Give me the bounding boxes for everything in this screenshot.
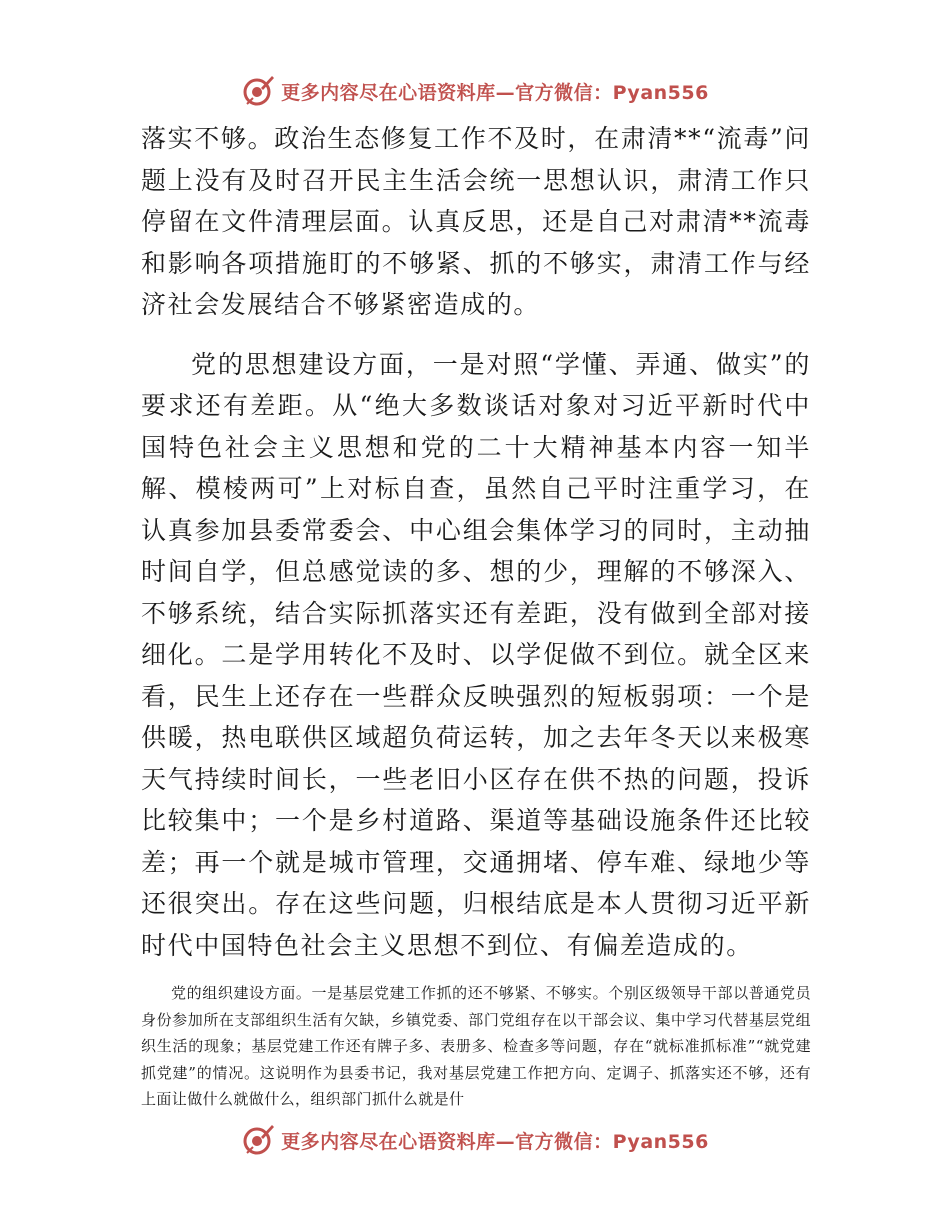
document-body bbox=[141, 118, 811, 1113]
paragraph-continuation: 落实不够。政治生态修复工作不及时，在肃清**“流毒”问题上没有及时召开民主生活会统一思想认识，肃清工作只停留在文件清理层面。认真反思，还是自己对肃清**流毒和影响各项措施盯的不够紧、抓的不够实，肃清工作与经济社会发展结合不够紧密造成的。 bbox=[141, 124, 811, 319]
watermark-banner-top bbox=[0, 71, 950, 111]
watermark-text: 更多内容尽在心语资料库—官方微信：Pyan556 bbox=[281, 81, 709, 104]
watermark-banner-bottom bbox=[0, 1120, 950, 1160]
paragraph-ideological-building: 党的思想建设方面，一是对照“学懂、弄通、做实”的要求还有差距。从“绝大多数谈话对象对习近平新时代中国特色社会主义思想和党的二十大精神基本内容一知半解、模棱两可”上对标自查，虽然自己平时注重学习，在认真参加县委常委会、中心组会集体学习的同时，主动抽时间自学，但总感觉读的多、想的少，理解的不够深入、不够系统，结合实际抓落实还有差距，没有做到全部对接细化。二是学用转化不及时、以学促做不到位。就全区来看，民生上还存在一些群众反映强烈的短板弱项：一个是供暖，热电联供区域超负荷运转，加之去年冬天以来极寒天气持续时间长，一些老旧小区存在供不热的问题，投诉比较集中；一个是乡村道路、渠道等基础设施条件还比较差；再一个就是城市管理，交通拥堵、停车难、绿地少等还很突出。存在这些问题，归根结底是本人贯彻习近平新时代中国特色社会主义思想不到位、有偏差造成的。 bbox=[141, 349, 811, 960]
quill-logo-icon bbox=[241, 74, 275, 108]
paragraph-organizational-building: 党的组织建设方面。一是基层党建工作抓的还不够紧、不够实。个别区级领导干部以普通党员身份参加所在支部组织生活有欠缺，乡镇党委、部门党组存在以干部会议、集中学习代替基层党组织生活的现象；基层党建工作还有牌子多、表册多、检查多等问题，存在“就标准抓标准”“就党建抓党建”的情况。这说明作为县委书记，我对基层党建工作把方向、定调子、抓落实还不够，还有上面让做什么就做什么，组织部门抓什么就是什 bbox=[141, 984, 811, 1108]
watermark-text: 更多内容尽在心语资料库—官方微信：Pyan556 bbox=[281, 1130, 709, 1153]
quill-logo-icon bbox=[241, 1123, 275, 1157]
